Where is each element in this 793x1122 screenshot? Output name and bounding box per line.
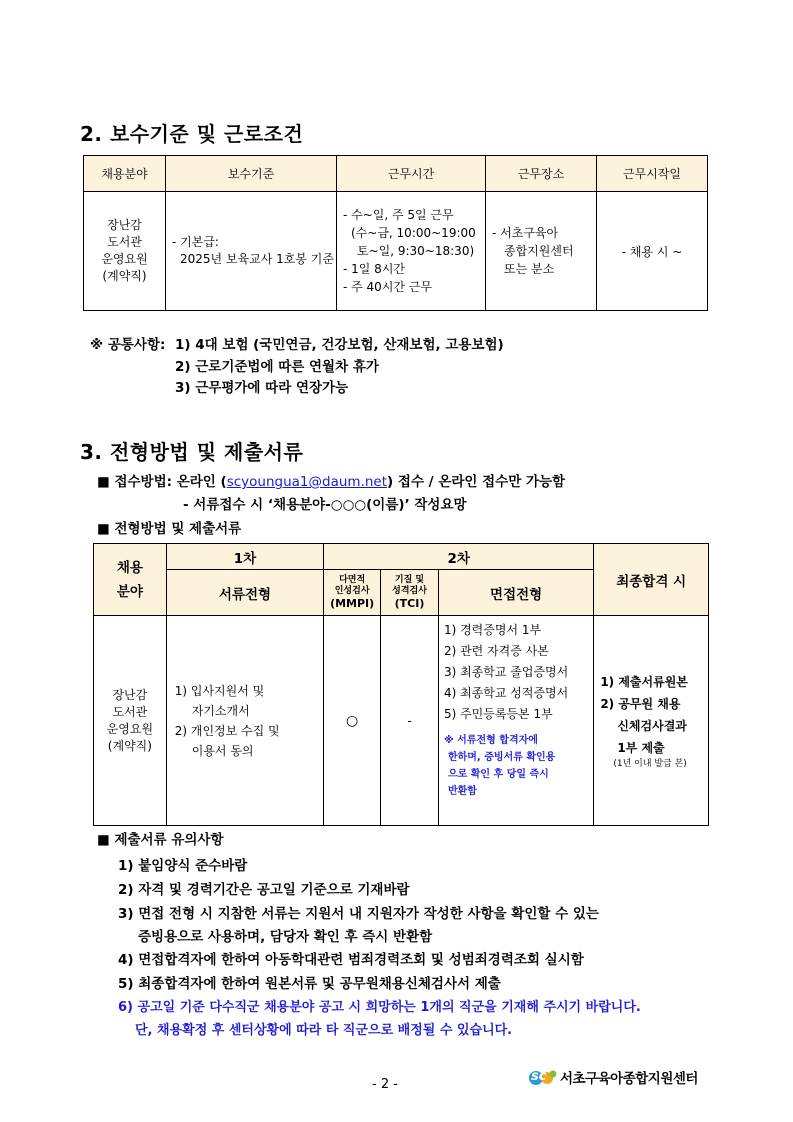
header-final: 최종합격 시 (594, 544, 709, 616)
section-title: 2. 보수기준 및 근로조건 (80, 122, 304, 146)
field-line: (계약직) (107, 738, 152, 753)
field-cell (94, 616, 167, 826)
interview-line: 1) 경력증명서 1부 (443, 623, 542, 637)
hours-line: - 1일 8시간 (343, 262, 406, 276)
receipt-suffix: ) 접수 / 온라인 접수만 가능함 (387, 474, 566, 490)
final-line: 2) 공무원 채용 (600, 697, 681, 711)
header-round2: 2차 (324, 544, 594, 570)
note-item-highlight: 6) 공고일 기준 다수직군 채용분야 공고 시 희망하는 1개의 직군을 기재해 주시기 바랍니다. (118, 1000, 641, 1015)
pay-cell (166, 192, 337, 311)
pay-line: 2025년 보육교사 1호봉 기준 (180, 252, 334, 266)
header-line: 분야 (116, 583, 143, 600)
hours-line: 토~일, 9:30~18:30) (357, 244, 475, 258)
header-line: 인성검사 (334, 585, 370, 596)
field-line: (계약직) (102, 269, 147, 283)
section-title: 3. 전형방법 및 제출서류 (80, 440, 304, 464)
place-line: 또는 분소 (504, 262, 555, 276)
interview-line: 5) 주민등록등본 1부 (443, 707, 553, 721)
note-line: 한하며, 증빙서류 확인용 (447, 752, 556, 763)
docs-line: 1) 입사지원서 및 (174, 683, 265, 698)
work-conditions-table (83, 155, 708, 311)
final-line: 신체검사결과 (617, 719, 687, 733)
header-cell: 근무시작일 (597, 156, 708, 192)
common-item: 2) 근로기준법에 따른 연월차 휴가 (175, 359, 379, 375)
field-line: 운영요원 (101, 252, 148, 266)
mmpi-cell: ○ (324, 616, 381, 826)
pay-line: - 기본급: (172, 235, 219, 249)
logo-icon (528, 1066, 558, 1088)
note-line: 반환함 (447, 786, 477, 797)
header-interview: 면접전형 (438, 570, 593, 616)
common-label: ※ 공통사항: (90, 337, 166, 353)
hours-line: (수~금, 10:00~19:00 (351, 226, 476, 240)
hours-line: - 수~일, 주 5일 근무 (343, 208, 454, 222)
header-doc: 서류전형 (166, 570, 323, 616)
field-line: 장난감 (107, 218, 142, 232)
field-line: 장난감 (112, 687, 148, 702)
field-line: 도서관 (107, 235, 142, 249)
note-item: 2) 자격 및 경력기간은 공고일 기준으로 기재바람 (118, 882, 410, 898)
place-line: - 서초구육아 (492, 226, 559, 240)
place-line: 종합지원센터 (504, 244, 574, 258)
header-line: (TCI) (394, 596, 425, 610)
receipt-note: - 서류접수 시 ‘채용분야-○○○(이름)’ 작성요망 (183, 497, 467, 513)
hours-line: - 주 40시간 근무 (343, 280, 433, 294)
header-cell: 근무시간 (337, 156, 486, 192)
place-cell (486, 192, 597, 311)
final-line: 1) 제출서류원본 (600, 675, 688, 689)
note-item-highlight: 단, 채용확정 후 센터상황에 따라 타 직군으로 배정될 수 있습니다. (135, 1023, 513, 1038)
field-cell (84, 192, 166, 311)
note-item: 5) 최종합격자에 한하여 원본서류 및 공무원채용신체검사서 제출 (118, 976, 501, 992)
logo-letters: sc (531, 1069, 547, 1084)
header-cell: 보수기준 (166, 156, 337, 192)
org-name: 서초구육아종합지원센터 (560, 1071, 698, 1087)
common-item: 3) 근무평가에 따라 연장가능 (175, 380, 349, 396)
docs-line: 2) 개인정보 수집 및 (174, 723, 280, 738)
header-line: 성격검사 (392, 585, 427, 596)
final-cell (594, 616, 709, 826)
hours-cell (337, 192, 486, 311)
method-heading: ■ 전형방법 및 제출서류 (97, 521, 242, 537)
interview-cell (438, 616, 593, 826)
header-line: 다면적 (339, 574, 366, 585)
note-item: 4) 면접합격자에 한하여 아동학대관련 범죄경력조회 및 성범죄경력조회 실시함 (118, 952, 584, 968)
field-line: 운영요원 (106, 721, 154, 736)
selection-table (93, 543, 709, 826)
field-line: 도서관 (112, 704, 148, 719)
tci-cell: - (381, 616, 439, 826)
interview-line: 3) 최종학교 졸업증명서 (443, 665, 569, 679)
final-line: 1부 제출 (617, 741, 665, 755)
docs-line: 자기소개서 (191, 703, 250, 718)
header-round1: 1차 (166, 544, 323, 570)
header-line: (MMPI) (330, 596, 375, 610)
note-item: 1) 붙임양식 준수바람 (118, 858, 248, 874)
note-item: 3) 면접 전형 시 지참한 서류는 지원서 내 지원자가 작성한 사항을 확인할 수 있는 (118, 906, 599, 922)
header-line: 채용 (116, 559, 143, 576)
interview-note (444, 732, 593, 800)
notes-heading: ■ 제출서류 유의사항 (97, 832, 224, 848)
page-number: - 2 - (372, 1077, 398, 1092)
docs-line: 이용서 동의 (191, 743, 254, 758)
common-item: 1) 4대 보험 (국민연금, 건강보험, 산재보험, 고용보험) (175, 337, 504, 353)
header-tci (381, 570, 439, 616)
org-logo (528, 1066, 698, 1088)
header-cell: 근무장소 (486, 156, 597, 192)
note-item: 증빙용으로 사용하며, 담당자 확인 후 즉시 반환함 (138, 929, 433, 945)
email-link[interactable]: scyoungua1@daum.net (226, 474, 388, 490)
header-cell: 채용분야 (84, 156, 166, 192)
final-note: (1년 이내 발급 본) (613, 759, 687, 769)
header-field (94, 544, 167, 616)
docs-cell (166, 616, 323, 826)
note-line: ※ 서류전형 합격자에 (443, 735, 538, 746)
receipt-method (97, 470, 565, 490)
interview-line: 4) 최종학교 성적증명서 (443, 686, 569, 700)
header-line: 기질 및 (394, 574, 425, 585)
start-cell: - 채용 시 ~ (597, 192, 708, 311)
note-line: 으로 확인 후 당일 즉시 (447, 769, 549, 780)
receipt-prefix: ■ 접수방법: 온라인 ( (97, 474, 227, 490)
header-mmpi (324, 570, 381, 616)
interview-line: 2) 관련 자격증 사본 (443, 644, 549, 658)
